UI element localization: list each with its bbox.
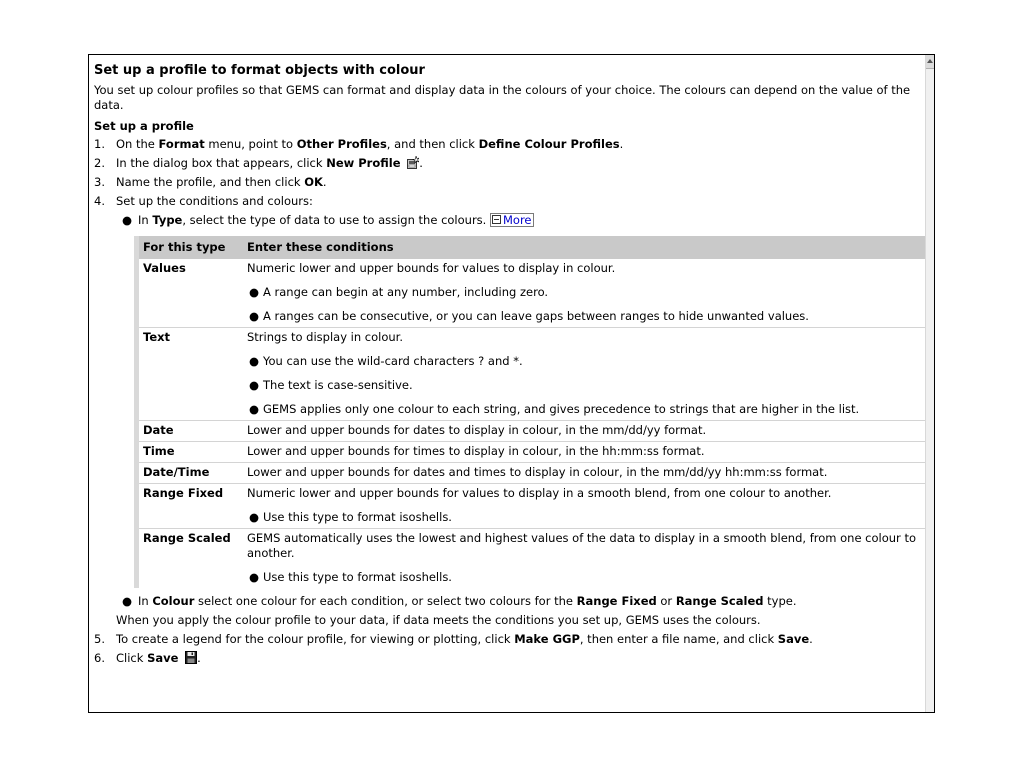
step-number: 5.	[94, 632, 105, 646]
step-2	[94, 156, 918, 171]
type-cell: Range Scaled	[139, 529, 243, 589]
conditions-cell	[243, 484, 931, 529]
step-text: To create a legend for the colour profile, for viewing or plotting, click	[116, 632, 515, 646]
step-5	[94, 632, 918, 647]
condition-bullet-text: A range can begin at any number, including zero.	[263, 285, 549, 299]
step-1	[94, 137, 918, 152]
step-text: .	[197, 651, 201, 665]
table-header-row	[139, 236, 931, 259]
range-scaled-name: Range Scaled	[675, 594, 764, 608]
bullet-icon: ●	[122, 594, 133, 608]
bullet-icon: ●	[249, 309, 260, 323]
more-link[interactable]	[490, 213, 534, 227]
ok-button-name: OK	[304, 175, 323, 189]
conditions-cell	[243, 529, 931, 589]
bullet-text: select one colour for each condition, or select two colours for the	[194, 594, 577, 608]
condition-bullet-text: Use this type to format isoshells.	[263, 510, 452, 524]
save-icon	[185, 651, 197, 664]
define-colour-profiles-name: Define Colour Profiles	[478, 137, 620, 151]
bullet-text: type.	[763, 594, 797, 608]
table-row-text	[139, 328, 931, 421]
step-text: .	[809, 632, 813, 646]
conditions-cell: Lower and upper bounds for dates to display in colour, in the mm/dd/yy format.	[243, 421, 931, 442]
type-cell: Date/Time	[139, 463, 243, 484]
bullet-icon: ●	[249, 402, 260, 416]
collapse-icon	[492, 215, 501, 224]
table-row-range-fixed	[139, 484, 931, 529]
condition-bullet	[247, 402, 927, 417]
condition-bullet-text: A ranges can be consecutive, or you can leave gaps between ranges to hide unwanted values.	[263, 309, 809, 323]
condition-bullet	[247, 510, 927, 525]
help-window	[88, 54, 935, 713]
step-text: , and then click	[386, 137, 479, 151]
bullet-text: In	[138, 594, 153, 608]
conditions-cell	[243, 259, 931, 328]
step-3	[94, 175, 918, 190]
condition-bullet	[247, 309, 927, 324]
step-number: 6.	[94, 651, 105, 665]
type-field-name: Type	[152, 213, 183, 227]
condition-bullet-text: You can use the wild-card characters ? and *.	[263, 354, 523, 368]
format-menu-name: Format	[158, 137, 205, 151]
table-row-time	[139, 442, 931, 463]
step-number: 1.	[94, 137, 105, 151]
condition-bullet-text: GEMS applies only one colour to each string, and gives precedence to strings that are higher in the list.	[263, 402, 860, 416]
colour-bullet	[116, 594, 918, 609]
step-6	[94, 651, 918, 666]
condition-bullet	[247, 354, 927, 369]
bullet-icon: ●	[249, 510, 260, 524]
new-profile-icon	[407, 156, 419, 169]
step-text: .	[419, 156, 423, 170]
step-text: .	[619, 137, 624, 151]
type-cell: Time	[139, 442, 243, 463]
scroll-up-icon[interactable]	[926, 55, 934, 69]
type-cell: Date	[139, 421, 243, 442]
condition-bullet	[247, 378, 927, 393]
type-cell: Range Fixed	[139, 484, 243, 529]
type-bullet	[116, 213, 918, 228]
condition-text: Strings to display in colour.	[247, 330, 404, 344]
step-4	[94, 194, 918, 209]
condition-text: Numeric lower and upper bounds for values to display in colour.	[247, 261, 616, 275]
column-header-conditions: Enter these conditions	[243, 236, 931, 259]
step-text: menu, point to	[204, 137, 297, 151]
intro-text: You set up colour profiles so that GEMS can format and display data in the colours of your choice. The colours can depend on the value of the data.	[94, 83, 911, 112]
step-text: Name the profile, and then click	[116, 175, 305, 189]
condition-bullet-text: Use this type to format isoshells.	[263, 570, 452, 584]
step-text: In the dialog box that appears, click	[116, 156, 327, 170]
colour-field-name: Colour	[152, 594, 195, 608]
bullet-icon: ●	[249, 354, 260, 368]
more-link-label: More	[502, 213, 532, 227]
vertical-scrollbar[interactable]	[925, 55, 934, 712]
conditions-cell: Lower and upper bounds for dates and times to display in colour, in the mm/dd/yy hh:mm:ss format.	[243, 463, 931, 484]
range-fixed-name: Range Fixed	[576, 594, 657, 608]
step-number: 4.	[94, 194, 105, 208]
bullet-icon: ●	[249, 378, 260, 392]
step-text: On the	[116, 137, 159, 151]
page-title: Set up a profile to format objects with colour	[94, 63, 425, 78]
conditions-cell: Lower and upper bounds for times to display in colour, in the hh:mm:ss format.	[243, 442, 931, 463]
step-number: 2.	[94, 156, 105, 170]
table-row-date	[139, 421, 931, 442]
conditions-cell	[243, 328, 931, 421]
conditions-table	[134, 236, 931, 588]
bullet-text: In	[138, 213, 153, 227]
table-row-datetime	[139, 463, 931, 484]
bullet-text: , select the type of data to use to assign the colours.	[182, 213, 490, 227]
step-text: .	[322, 175, 327, 189]
bullet-icon: ●	[249, 285, 260, 299]
condition-text: Numeric lower and upper bounds for values to display in a smooth blend, from one colour to another.	[247, 486, 832, 500]
bullet-icon: ●	[249, 570, 260, 584]
section-heading: Set up a profile	[94, 119, 194, 133]
help-content	[94, 63, 918, 712]
table-row-values	[139, 259, 931, 328]
other-profiles-name: Other Profiles	[296, 137, 387, 151]
condition-bullet	[247, 570, 927, 585]
column-header-type: For this type	[139, 236, 243, 259]
table-row-range-scaled	[139, 529, 931, 589]
bullet-text: or	[656, 594, 676, 608]
type-cell: Text	[139, 328, 243, 421]
step-text: Set up the conditions and colours:	[116, 194, 313, 208]
apply-note: When you apply the colour profile to your data, if data meets the conditions you set up, GEMS uses the colours.	[116, 613, 761, 627]
condition-bullet	[247, 285, 927, 300]
save-name: Save	[777, 632, 810, 646]
make-ggp-name: Make GGP	[514, 632, 580, 646]
type-cell: Values	[143, 261, 186, 275]
save-name: Save	[147, 651, 179, 665]
step-number: 3.	[94, 175, 105, 189]
step-text: Click	[116, 651, 148, 665]
condition-bullet-text: The text is case-sensitive.	[263, 378, 413, 392]
new-profile-name: New Profile	[326, 156, 401, 170]
step-text: , then enter a file name, and click	[579, 632, 778, 646]
condition-text: GEMS automatically uses the lowest and highest values of the data to display in a smooth blend, from one colour to another.	[247, 531, 916, 560]
bullet-icon: ●	[122, 213, 133, 227]
